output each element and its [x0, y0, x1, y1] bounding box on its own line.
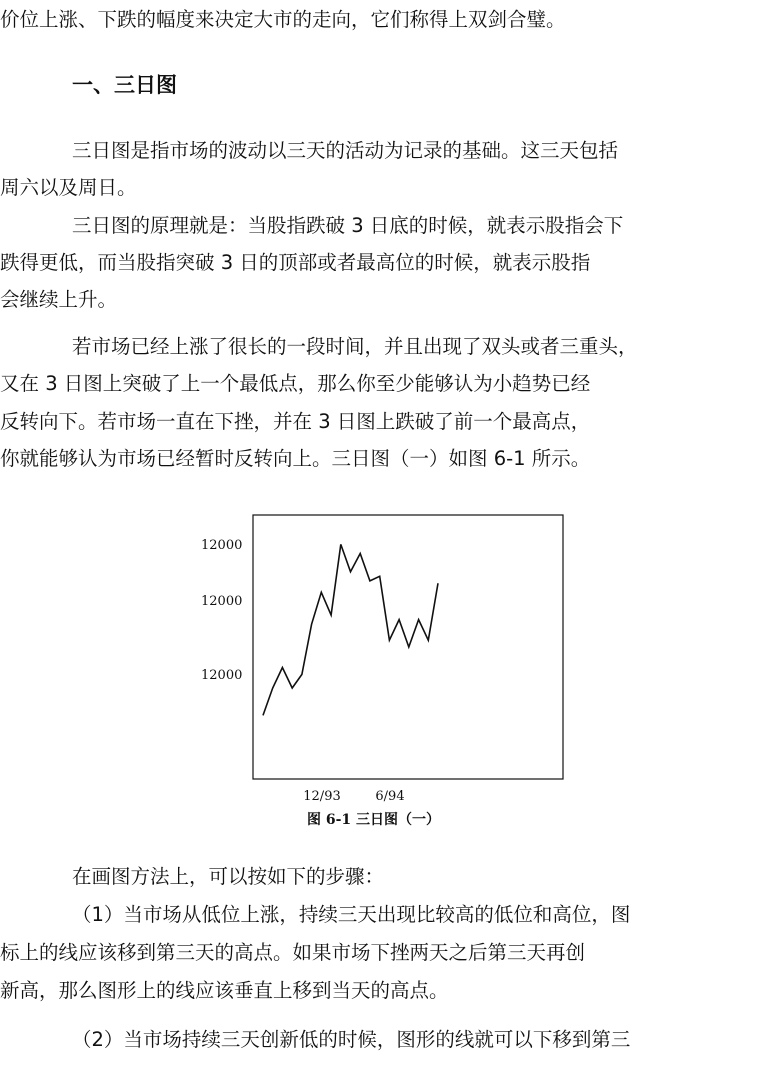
line-1: 价位上涨、下跌的幅度来决定大市的走向，它们称得上双剑合璧。 — [0, 8, 566, 31]
line-7: 若市场已经上涨了很长的一段时间，并且出现了双头或者三重头， — [72, 335, 638, 358]
three-day-chart — [185, 505, 585, 805]
line-9: 反转向下。若市场一直在下挫，并在 3 日图上跌破了前一个最高点， — [0, 410, 591, 433]
line-6: 会继续上升。 — [0, 288, 118, 311]
line-11: 在画图方法上，可以按如下的步骤： — [72, 865, 385, 888]
x-tick-label: 6/94 — [375, 789, 405, 804]
line-4: 三日图的原理就是：当股指跌破 3 日底的时候，就表示股指会下 — [72, 214, 624, 237]
line-14: 新高，那么图形上的线应该垂直上移到当天的高点。 — [0, 979, 449, 1002]
y-tick-label: 12000 — [201, 668, 243, 683]
y-tick-label: 12000 — [201, 594, 243, 609]
section-heading: 一、三日图 — [72, 73, 177, 97]
x-tick-label: 12/93 — [303, 789, 341, 804]
line-13: 标上的线应该移到第三天的高点。如果市场下挫两天之后第三天再创 — [0, 941, 586, 964]
figure-caption: 图 6-1 三日图（一） — [307, 812, 441, 828]
series-line — [263, 544, 438, 715]
line-15: （2）当市场持续三天创新低的时候，图形的线就可以下移到第三 — [72, 1028, 631, 1051]
line-12: （1）当市场从低位上涨，持续三天出现比较高的低位和高位，图 — [72, 903, 631, 926]
line-2: 三日图是指市场的波动以三天的活动为记录的基础。这三天包括 — [72, 139, 619, 162]
figure — [185, 505, 585, 835]
line-10: 你就能够认为市场已经暂时反转向上。三日图（一）如图 6-1 所示。 — [0, 447, 591, 470]
line-3: 周六以及周日。 — [0, 176, 137, 199]
line-8: 又在 3 日图上突破了上一个最低点，那么你至少能够认为小趋势已经 — [0, 372, 591, 395]
y-tick-label: 12000 — [201, 538, 243, 553]
line-5: 跌得更低，而当股指突破 3 日的顶部或者最高位的时候，就表示股指 — [0, 251, 591, 274]
